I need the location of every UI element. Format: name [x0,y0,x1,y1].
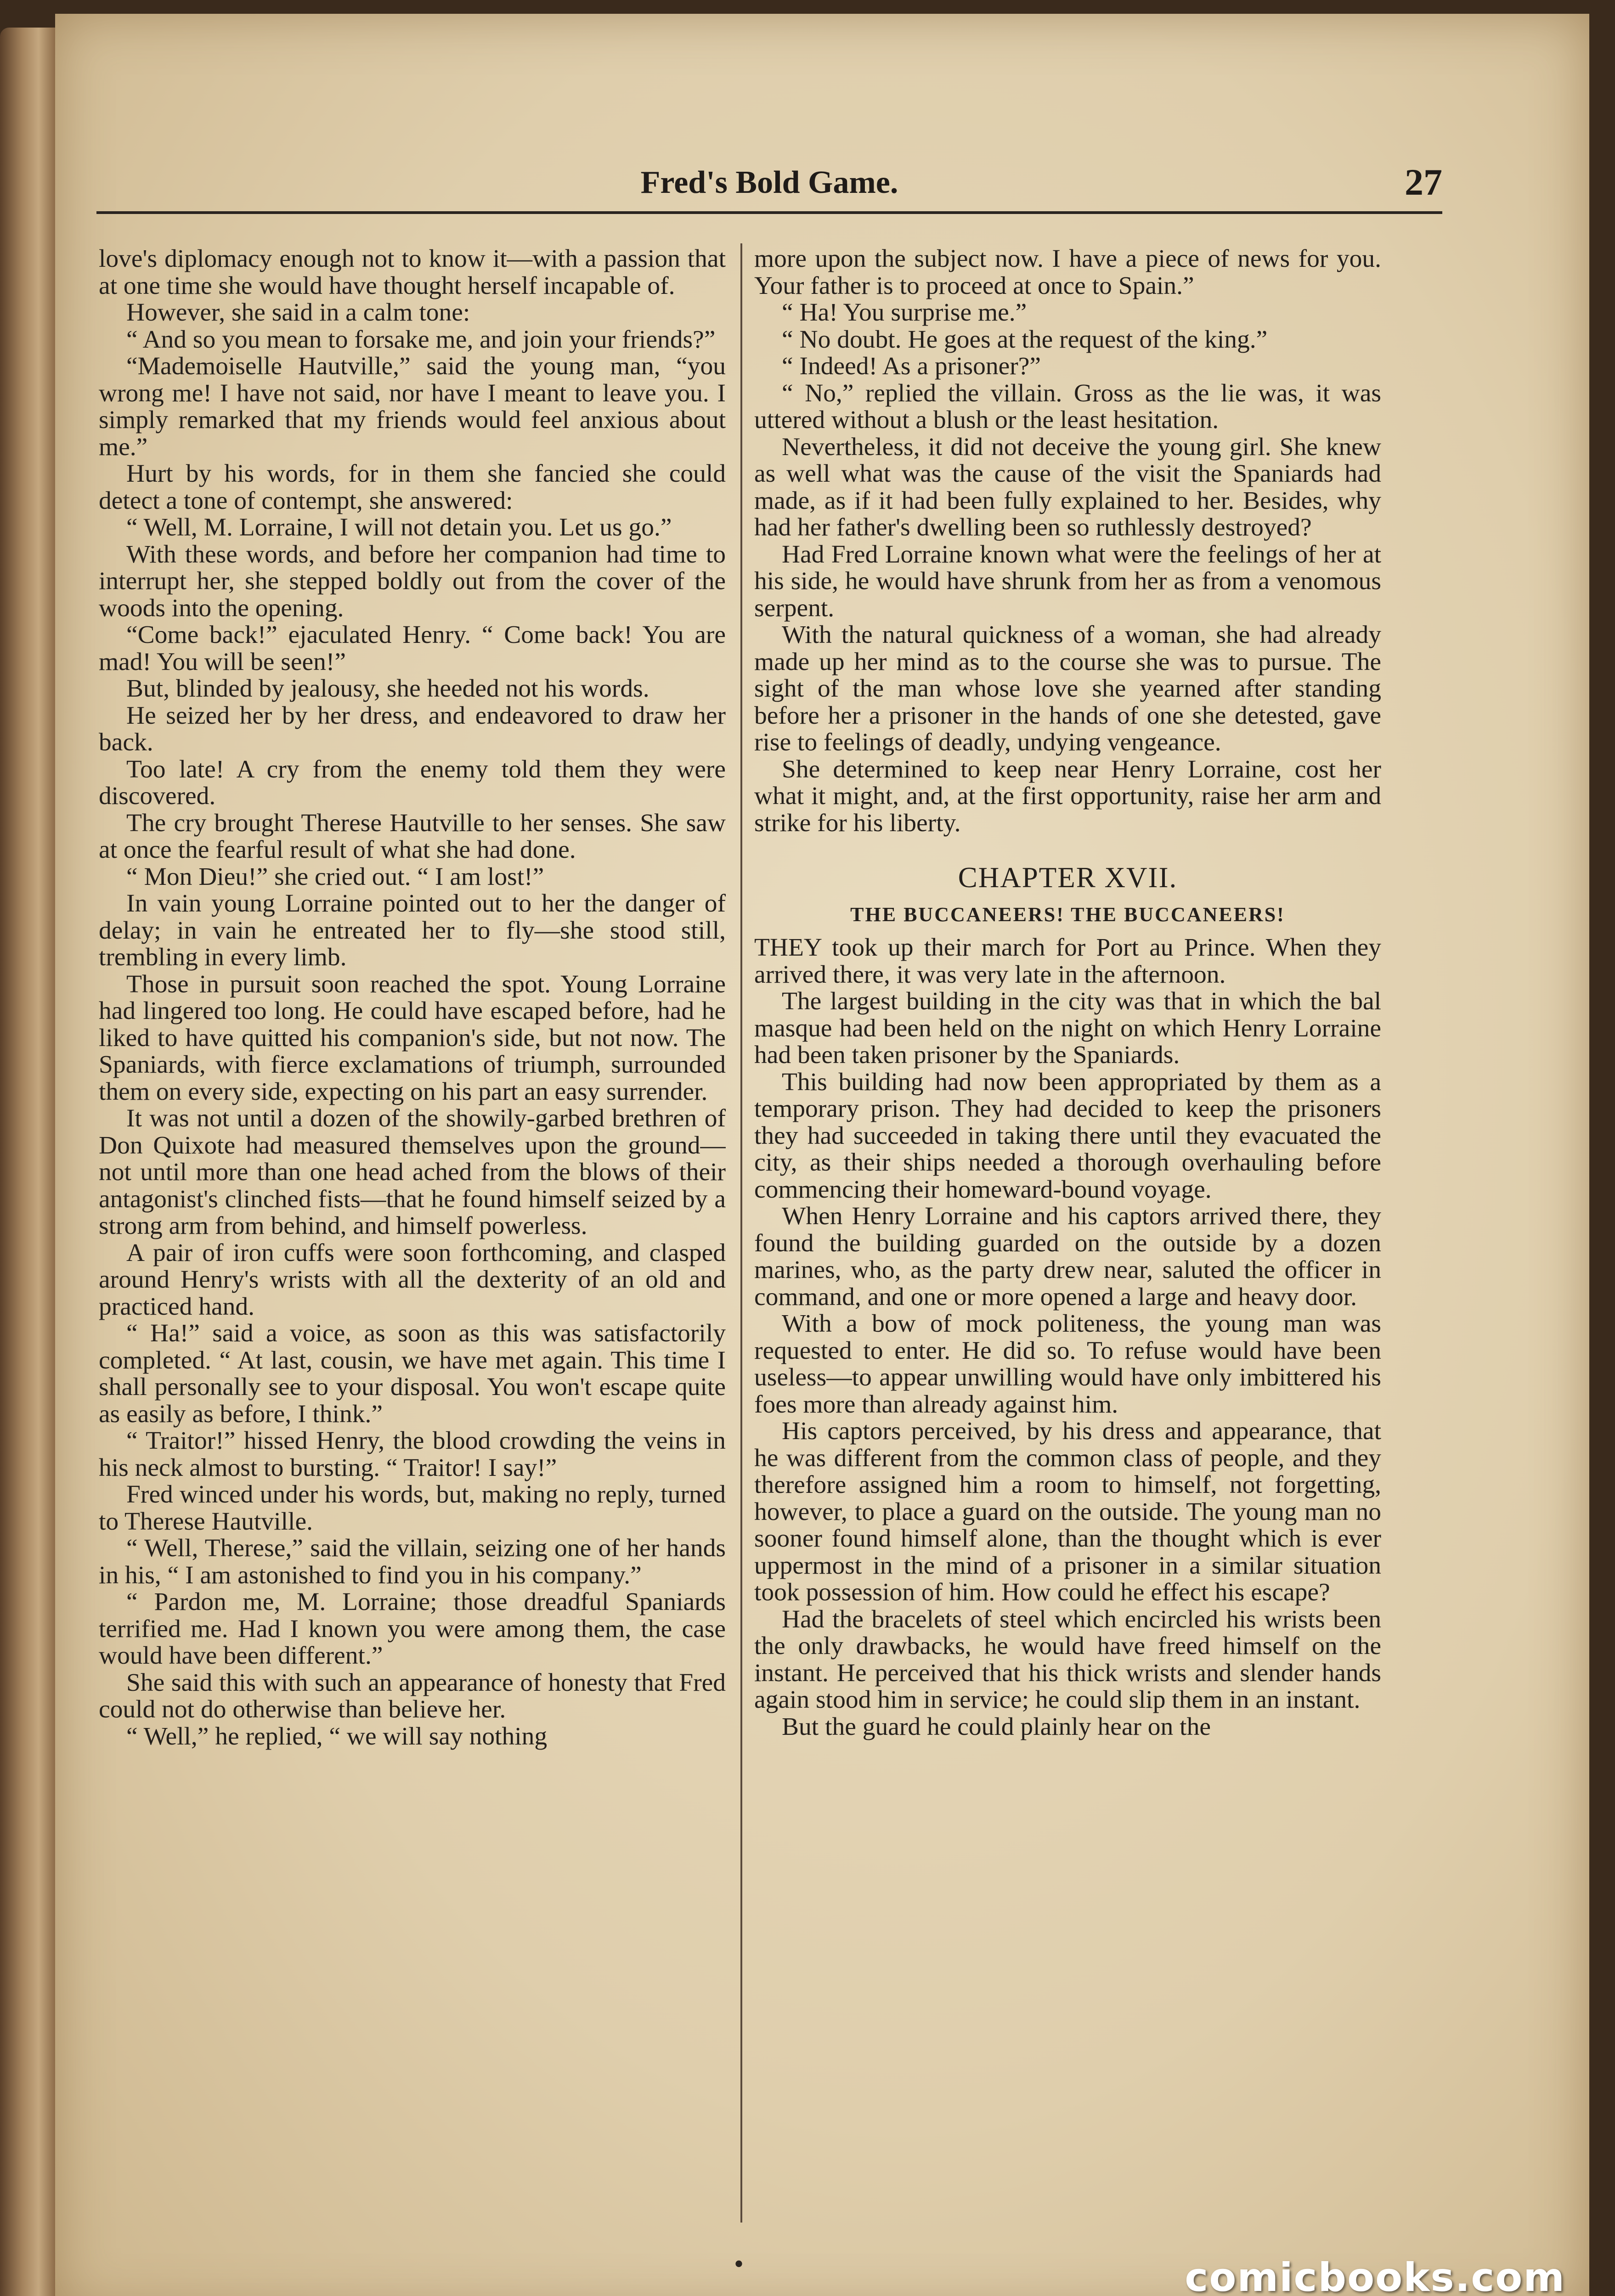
folio-mark: • [734,2249,744,2279]
paragraph: But the guard he could plainly hear on the [782,1712,1211,1741]
paragraph: When Henry Lorraine and his captors arrived there, they found the building guarded on the outside by a dozen marines, who, as the party drew near, saluted the officer in command, and one or more opened a large and heavy door. [754,1202,1381,1311]
page-header [96,161,1442,214]
watermark: comicbooks.com [1185,2255,1565,2296]
paragraph: With the natural quickness of a woman, she had already made up her mind as to the course she was to pursue. The sight of the man whose love she yearned after standing before her a prisoner in the hands of one she detested, gave rise to feelings of deadly, undying vengeance. [754,621,1381,756]
left-column [99,246,726,2234]
paragraph: The largest building in the city was that in which the bal masque had been held on the night on which Henry Lorraine had been taken prisoner by the Spaniards. [754,987,1381,1069]
paragraph: In vain young Lorraine pointed out to her the danger of delay; in vain he entreated her to fly—she stood still, trembling in every limb. [99,889,726,971]
paragraph: With a bow of mock politeness, the young man was requested to enter. He did so. To refuse would have been useless—to appear unwilling would have only imbittered his foes more than already against him. [754,1310,1381,1418]
paragraph: She determined to keep near Henry Lorraine, cost her what it might, and, at the first opportunity, raise her arm and strike for his liberty. [754,755,1381,837]
book-spine [0,28,55,2296]
chapter-subtitle: THE BUCCANEERS! THE BUCCANEERS! [850,903,1285,926]
paragraph: “ Ha!” said a voice, as soon as this was satisfactorily completed. “ At last, cousin, we have met again. This time I shall personally see to your disposal. You won't escape quite as easily as before, I think.” [99,1319,726,1428]
paragraph: The cry brought Therese Hautville to her senses. She saw at once the fearful result of what she had done. [99,809,726,864]
paragraph: “ Pardon me, M. Lorraine; those dreadful Spaniards terrified me. Had I known you were among them, the case would have been different.” [99,1588,726,1670]
paragraph: Too late! A cry from the enemy told them they were discovered. [99,755,726,810]
paragraph: Hurt by his words, for in them she fancied she could detect a tone of contempt, she answered: [99,460,726,515]
paragraph: Had the bracelets of steel which encircled his wrists been the only drawbacks, he would have freed himself on the instant. He perceived that his thick wrists and slender hands again stood him in service; he could slip them in an instant. [754,1605,1381,1714]
page-number: 27 [1405,161,1442,203]
paragraph: “ Ha! You surprise me.” [782,298,1027,326]
paragraph: She said this with such an appearance of honesty that Fred could not do otherwise than believe her. [99,1668,726,1723]
paragraph: “ No doubt. He goes at the request of the king.” [782,325,1268,354]
paragraph: With these words, and before her companion had time to interrupt her, she stepped boldly out from the cover of the woods into the opening. [99,540,726,622]
paragraph: A pair of iron cuffs were soon forthcoming, and clasped around Henry's wrists with all the dexterity of an old and practiced hand. [99,1238,726,1321]
paragraph: “ Mon Dieu!” she cried out. “ I am lost!” [126,862,544,891]
paragraph: “ Traitor!” hissed Henry, the blood crowding the veins in his neck almost to bursting. “ Traitor! I say!” [99,1427,726,1482]
paragraph: “Mademoiselle Hautville,” said the young man, “you wrong me! I have not said, nor have I meant to leave you. I simply remarked that my friends would feel anxious about me.” [99,352,726,461]
right-column [754,246,1381,2234]
paragraph: However, she said in a calm tone: [126,298,470,326]
paragraph: THEY took up their march for Port au Prince. When they arrived there, it was very late in the afternoon. [754,934,1381,989]
paragraph: “ Indeed! As a prisoner?” [782,352,1041,380]
paragraph: more upon the subject now. I have a piece of news for you. Your father is to proceed at once to Spain.” [754,246,1381,300]
paragraph: It was not until a dozen of the showily-garbed brethren of Don Quixote had measured themselves upon the ground—not until more than one head ached from the blows of their antagonist's clinched fists—that he found himself seized by a strong arm from behind, and himself powerless. [99,1104,726,1240]
paragraph: love's diplomacy enough not to know it—with a passion that at one time she would have thought herself incapable of. [99,246,726,300]
paragraph: Had Fred Lorraine known what were the feelings of her at his side, he would have shrunk from her as from a venomous serpent. [754,540,1381,622]
paragraph: “ Well, M. Lorraine, I will not detain you. Let us go.” [126,513,672,541]
paragraph: Fred winced under his words, but, making no reply, turned to Therese Hautville. [99,1480,726,1536]
running-title: Fred's Bold Game. [640,165,898,200]
paragraph: “ Well,” he replied, “ we will say nothing [126,1722,548,1750]
paragraph: He seized her by her dress, and endeavored to draw her back. [99,701,726,756]
chapter-title: CHAPTER XVII. [958,861,1178,894]
paragraph: Those in pursuit soon reached the spot. Young Lorraine had lingered too long. He could have escaped before, had he liked to have quitted his companion's side, but not now. The Spaniards, with fierce exclamations of triumph, surrounded them on every side, expecting on his part an easy surrender. [99,970,726,1106]
paragraph: This building had now been appropriated by them as a temporary prison. They had decided to keep the prisoners they had succeeded in taking there until they evacuated the city, as their ships needed a thorough overhauling before commencing their homeward-bound voyage. [754,1068,1381,1204]
column-divider [740,243,742,2223]
paragraph: “ No,” replied the villain. Gross as the lie was, it was uttered without a blush or the least hesitation. [754,379,1381,434]
paragraph: “ And so you mean to forsake me, and join your friends?” [126,325,716,354]
paragraph: His captors perceived, by his dress and appearance, that he was different from the common class of people, and they therefore assigned him a room to himself, not forgetting, however, to place a guard on the outside. The young man no sooner found himself alone, than the thought which is ever uppermost in the mind of a prisoner in a similar situation took possession of him. How could he effect his escape? [754,1417,1381,1606]
paragraph: “ Well, Therese,” said the villain, seizing one of her hands in his, “ I am astonished to find you in his company.” [99,1534,726,1589]
paragraph: “Come back!” ejaculated Henry. “ Come back! You are mad! You will be seen!” [99,621,726,676]
paragraph: Nevertheless, it did not deceive the young girl. She knew as well what was the cause of the visit the Spaniards had made, as if it had been fully explained to her. Besides, why had her father's dwelling been so ruthlessly destroyed? [754,433,1381,541]
paragraph: But, blinded by jealousy, she heeded not his words. [126,675,649,703]
